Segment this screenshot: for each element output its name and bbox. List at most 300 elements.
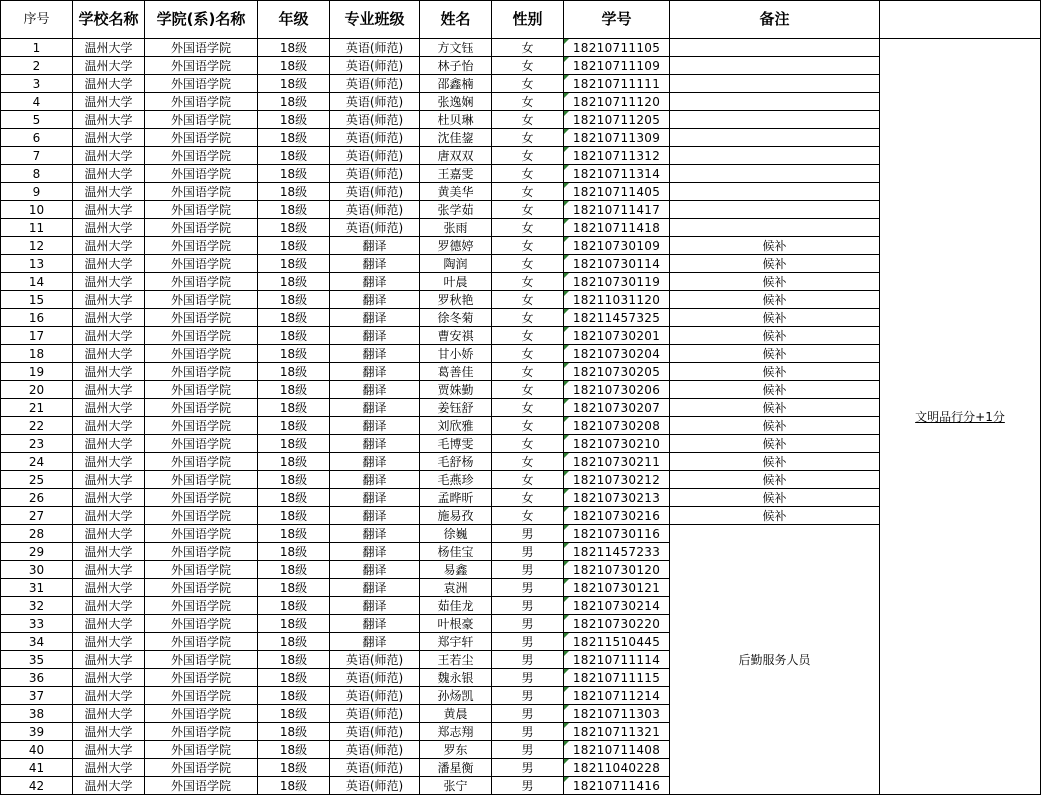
text-number-flag-icon <box>564 615 569 620</box>
text-number-flag-icon <box>564 489 569 494</box>
cell-student-id <box>564 237 670 255</box>
cell-grade: 18级 <box>258 201 330 219</box>
cell-remark-staff: 后勤服务人员 <box>670 525 880 795</box>
cell-index: 29 <box>1 543 73 561</box>
cell-gender: 女 <box>492 489 564 507</box>
cell-remark: 候补 <box>670 237 880 255</box>
cell-college: 外国语学院 <box>145 237 258 255</box>
cell-college: 外国语学院 <box>145 381 258 399</box>
student-id-text: 18210711321 <box>572 724 661 739</box>
cell-student-id <box>564 543 670 561</box>
cell-major: 翻译 <box>330 255 420 273</box>
cell-school: 温州大学 <box>73 489 145 507</box>
cell-index: 23 <box>1 435 73 453</box>
student-id-text: 18210730213 <box>572 490 661 505</box>
student-id-text: 18210730109 <box>572 238 661 253</box>
cell-gender: 男 <box>492 687 564 705</box>
cell-college: 外国语学院 <box>145 489 258 507</box>
cell-gender: 女 <box>492 147 564 165</box>
cell-student-id <box>564 219 670 237</box>
cell-grade: 18级 <box>258 39 330 57</box>
cell-name: 施易孜 <box>420 507 492 525</box>
cell-school: 温州大学 <box>73 453 145 471</box>
cell-name: 曹安祺 <box>420 327 492 345</box>
cell-college: 外国语学院 <box>145 633 258 651</box>
cell-school: 温州大学 <box>73 723 145 741</box>
cell-remark: 候补 <box>670 417 880 435</box>
cell-remark: 候补 <box>670 291 880 309</box>
cell-major: 英语(师范) <box>330 129 420 147</box>
cell-index: 32 <box>1 597 73 615</box>
cell-gender: 女 <box>492 75 564 93</box>
cell-student-id <box>564 111 670 129</box>
cell-student-id <box>564 759 670 777</box>
cell-index: 34 <box>1 633 73 651</box>
student-id-text: 18210730207 <box>572 400 661 415</box>
cell-major: 英语(师范) <box>330 777 420 795</box>
cell-name: 邵鑫楠 <box>420 75 492 93</box>
cell-name: 叶根豪 <box>420 615 492 633</box>
cell-student-id <box>564 471 670 489</box>
cell-major: 英语(师范) <box>330 219 420 237</box>
cell-grade: 18级 <box>258 453 330 471</box>
cell-gender: 女 <box>492 111 564 129</box>
cell-college: 外国语学院 <box>145 345 258 363</box>
cell-name: 甘小娇 <box>420 345 492 363</box>
cell-student-id <box>564 147 670 165</box>
text-number-flag-icon <box>564 651 569 656</box>
student-id-text: 18210711111 <box>572 76 661 91</box>
cell-index: 38 <box>1 705 73 723</box>
cell-major: 翻译 <box>330 615 420 633</box>
cell-major: 翻译 <box>330 237 420 255</box>
cell-grade: 18级 <box>258 543 330 561</box>
cell-gender: 男 <box>492 705 564 723</box>
cell-name: 王嘉雯 <box>420 165 492 183</box>
student-id-text: 18210711312 <box>572 148 661 163</box>
cell-note: 文明品行分+1分 <box>880 39 1041 795</box>
cell-grade: 18级 <box>258 471 330 489</box>
text-number-flag-icon <box>564 201 569 206</box>
text-number-flag-icon <box>564 669 569 674</box>
cell-remark: 候补 <box>670 345 880 363</box>
cell-index: 20 <box>1 381 73 399</box>
cell-college: 外国语学院 <box>145 579 258 597</box>
header-gender: 性别 <box>492 1 564 39</box>
cell-college: 外国语学院 <box>145 471 258 489</box>
student-id-text: 18210730214 <box>572 598 661 613</box>
student-id-text: 18210730210 <box>572 436 661 451</box>
cell-grade: 18级 <box>258 507 330 525</box>
cell-gender: 女 <box>492 201 564 219</box>
student-id-text: 18210711416 <box>572 778 661 793</box>
cell-college: 外国语学院 <box>145 165 258 183</box>
cell-student-id <box>564 435 670 453</box>
cell-school: 温州大学 <box>73 525 145 543</box>
cell-major: 英语(师范) <box>330 669 420 687</box>
header-index: 序号 <box>1 1 73 39</box>
cell-remark <box>670 75 880 93</box>
cell-index: 6 <box>1 129 73 147</box>
cell-remark: 候补 <box>670 273 880 291</box>
cell-grade: 18级 <box>258 525 330 543</box>
text-number-flag-icon <box>564 57 569 62</box>
cell-index: 4 <box>1 93 73 111</box>
header-student-id: 学号 <box>564 1 670 39</box>
text-number-flag-icon <box>564 453 569 458</box>
student-id-text: 18210711309 <box>572 130 661 145</box>
cell-school: 温州大学 <box>73 633 145 651</box>
student-id-text: 18210711405 <box>572 184 661 199</box>
cell-index: 42 <box>1 777 73 795</box>
cell-school: 温州大学 <box>73 597 145 615</box>
cell-school: 温州大学 <box>73 579 145 597</box>
cell-major: 英语(师范) <box>330 201 420 219</box>
cell-gender: 男 <box>492 741 564 759</box>
header-grade: 年级 <box>258 1 330 39</box>
text-number-flag-icon <box>564 93 569 98</box>
cell-grade: 18级 <box>258 237 330 255</box>
cell-school: 温州大学 <box>73 669 145 687</box>
cell-gender: 男 <box>492 615 564 633</box>
cell-grade: 18级 <box>258 759 330 777</box>
cell-index: 9 <box>1 183 73 201</box>
text-number-flag-icon <box>564 363 569 368</box>
cell-grade: 18级 <box>258 579 330 597</box>
cell-college: 外国语学院 <box>145 111 258 129</box>
cell-name: 张逸娴 <box>420 93 492 111</box>
cell-college: 外国语学院 <box>145 435 258 453</box>
cell-college: 外国语学院 <box>145 201 258 219</box>
text-number-flag-icon <box>564 309 569 314</box>
cell-index: 22 <box>1 417 73 435</box>
cell-major: 翻译 <box>330 417 420 435</box>
cell-school: 温州大学 <box>73 147 145 165</box>
cell-gender: 男 <box>492 579 564 597</box>
cell-major: 英语(师范) <box>330 165 420 183</box>
text-number-flag-icon <box>564 129 569 134</box>
text-number-flag-icon <box>564 525 569 530</box>
cell-index: 12 <box>1 237 73 255</box>
text-number-flag-icon <box>564 183 569 188</box>
cell-name: 郑宇轩 <box>420 633 492 651</box>
cell-major: 翻译 <box>330 435 420 453</box>
cell-gender: 女 <box>492 399 564 417</box>
cell-student-id <box>564 129 670 147</box>
cell-index: 27 <box>1 507 73 525</box>
table-row <box>1 39 1041 57</box>
cell-index: 10 <box>1 201 73 219</box>
cell-grade: 18级 <box>258 57 330 75</box>
cell-school: 温州大学 <box>73 291 145 309</box>
student-id-text: 18211031120 <box>572 292 661 307</box>
cell-grade: 18级 <box>258 597 330 615</box>
cell-grade: 18级 <box>258 561 330 579</box>
cell-college: 外国语学院 <box>145 417 258 435</box>
cell-grade: 18级 <box>258 687 330 705</box>
cell-gender: 男 <box>492 597 564 615</box>
cell-gender: 女 <box>492 57 564 75</box>
cell-remark <box>670 57 880 75</box>
text-number-flag-icon <box>564 705 569 710</box>
cell-gender: 女 <box>492 417 564 435</box>
cell-major: 翻译 <box>330 525 420 543</box>
cell-remark <box>670 93 880 111</box>
cell-gender: 男 <box>492 543 564 561</box>
cell-name: 徐巍 <box>420 525 492 543</box>
cell-student-id <box>564 651 670 669</box>
cell-gender: 女 <box>492 345 564 363</box>
student-id-text: 18210730121 <box>572 580 661 595</box>
cell-gender: 女 <box>492 219 564 237</box>
cell-student-id <box>564 39 670 57</box>
cell-college: 外国语学院 <box>145 723 258 741</box>
student-id-text: 18210711205 <box>572 112 661 127</box>
cell-grade: 18级 <box>258 417 330 435</box>
cell-student-id <box>564 579 670 597</box>
cell-name: 罗秋艳 <box>420 291 492 309</box>
student-id-text: 18210711418 <box>572 220 661 235</box>
student-id-text: 18211457233 <box>572 544 661 559</box>
cell-college: 外国语学院 <box>145 759 258 777</box>
cell-grade: 18级 <box>258 651 330 669</box>
cell-major: 翻译 <box>330 399 420 417</box>
cell-grade: 18级 <box>258 273 330 291</box>
text-number-flag-icon <box>564 543 569 548</box>
cell-major: 翻译 <box>330 363 420 381</box>
cell-index: 39 <box>1 723 73 741</box>
student-id-text: 18210730119 <box>572 274 661 289</box>
cell-student-id <box>564 561 670 579</box>
cell-major: 翻译 <box>330 345 420 363</box>
cell-major: 翻译 <box>330 579 420 597</box>
cell-school: 温州大学 <box>73 543 145 561</box>
cell-gender: 女 <box>492 237 564 255</box>
cell-remark: 候补 <box>670 381 880 399</box>
student-id-text: 18211457325 <box>572 310 661 325</box>
cell-student-id <box>564 165 670 183</box>
text-number-flag-icon <box>564 327 569 332</box>
cell-grade: 18级 <box>258 129 330 147</box>
student-id-text: 18210711214 <box>572 688 661 703</box>
cell-student-id <box>564 309 670 327</box>
cell-student-id <box>564 399 670 417</box>
student-id-text: 18210730204 <box>572 346 661 361</box>
cell-school: 温州大学 <box>73 435 145 453</box>
cell-remark: 候补 <box>670 489 880 507</box>
cell-remark <box>670 111 880 129</box>
cell-index: 19 <box>1 363 73 381</box>
cell-index: 24 <box>1 453 73 471</box>
text-number-flag-icon <box>564 759 569 764</box>
cell-college: 外国语学院 <box>145 129 258 147</box>
cell-grade: 18级 <box>258 93 330 111</box>
cell-college: 外国语学院 <box>145 93 258 111</box>
cell-index: 31 <box>1 579 73 597</box>
cell-school: 温州大学 <box>73 165 145 183</box>
cell-name: 毛燕珍 <box>420 471 492 489</box>
cell-grade: 18级 <box>258 363 330 381</box>
student-id-text: 18210711314 <box>572 166 661 181</box>
cell-grade: 18级 <box>258 291 330 309</box>
cell-major: 翻译 <box>330 291 420 309</box>
cell-school: 温州大学 <box>73 705 145 723</box>
cell-school: 温州大学 <box>73 39 145 57</box>
cell-index: 26 <box>1 489 73 507</box>
student-id-text: 18210711120 <box>572 94 661 109</box>
cell-student-id <box>564 363 670 381</box>
cell-name: 徐冬菊 <box>420 309 492 327</box>
cell-gender: 女 <box>492 93 564 111</box>
cell-name: 葛善佳 <box>420 363 492 381</box>
text-number-flag-icon <box>564 291 569 296</box>
cell-remark: 候补 <box>670 363 880 381</box>
cell-index: 36 <box>1 669 73 687</box>
cell-index: 13 <box>1 255 73 273</box>
student-id-text: 18210730212 <box>572 472 661 487</box>
cell-remark <box>670 219 880 237</box>
cell-name: 郑志翔 <box>420 723 492 741</box>
text-number-flag-icon <box>564 273 569 278</box>
cell-gender: 女 <box>492 39 564 57</box>
text-number-flag-icon <box>564 579 569 584</box>
cell-name: 张宁 <box>420 777 492 795</box>
cell-gender: 女 <box>492 165 564 183</box>
cell-name: 毛博雯 <box>420 435 492 453</box>
cell-college: 外国语学院 <box>145 777 258 795</box>
cell-gender: 女 <box>492 291 564 309</box>
cell-gender: 男 <box>492 777 564 795</box>
cell-grade: 18级 <box>258 327 330 345</box>
cell-school: 温州大学 <box>73 471 145 489</box>
header-remark: 备注 <box>670 1 880 39</box>
cell-grade: 18级 <box>258 255 330 273</box>
cell-name: 罗东 <box>420 741 492 759</box>
cell-student-id <box>564 669 670 687</box>
cell-school: 温州大学 <box>73 111 145 129</box>
cell-school: 温州大学 <box>73 183 145 201</box>
cell-index: 37 <box>1 687 73 705</box>
student-id-text: 18210730114 <box>572 256 661 271</box>
cell-index: 18 <box>1 345 73 363</box>
cell-remark <box>670 165 880 183</box>
cell-name: 张雨 <box>420 219 492 237</box>
cell-college: 外国语学院 <box>145 561 258 579</box>
cell-school: 温州大学 <box>73 687 145 705</box>
cell-remark <box>670 147 880 165</box>
cell-grade: 18级 <box>258 111 330 129</box>
cell-major: 英语(师范) <box>330 183 420 201</box>
text-number-flag-icon <box>564 597 569 602</box>
cell-name: 张学茹 <box>420 201 492 219</box>
cell-college: 外国语学院 <box>145 57 258 75</box>
table-body <box>1 39 1041 795</box>
cell-name: 贾姝勤 <box>420 381 492 399</box>
cell-name: 茹佳龙 <box>420 597 492 615</box>
cell-remark: 候补 <box>670 507 880 525</box>
cell-grade: 18级 <box>258 489 330 507</box>
cell-college: 外国语学院 <box>145 327 258 345</box>
cell-school: 温州大学 <box>73 309 145 327</box>
cell-school: 温州大学 <box>73 345 145 363</box>
cell-gender: 女 <box>492 381 564 399</box>
cell-name: 王若尘 <box>420 651 492 669</box>
cell-remark <box>670 183 880 201</box>
cell-college: 外国语学院 <box>145 453 258 471</box>
cell-school: 温州大学 <box>73 651 145 669</box>
cell-college: 外国语学院 <box>145 669 258 687</box>
cell-index: 14 <box>1 273 73 291</box>
cell-college: 外国语学院 <box>145 147 258 165</box>
cell-gender: 男 <box>492 759 564 777</box>
cell-grade: 18级 <box>258 345 330 363</box>
cell-student-id <box>564 57 670 75</box>
cell-remark: 候补 <box>670 327 880 345</box>
cell-grade: 18级 <box>258 399 330 417</box>
cell-grade: 18级 <box>258 777 330 795</box>
cell-student-id <box>564 75 670 93</box>
cell-school: 温州大学 <box>73 561 145 579</box>
cell-index: 16 <box>1 309 73 327</box>
cell-name: 林子怡 <box>420 57 492 75</box>
cell-school: 温州大学 <box>73 57 145 75</box>
cell-grade: 18级 <box>258 741 330 759</box>
cell-school: 温州大学 <box>73 759 145 777</box>
cell-gender: 女 <box>492 183 564 201</box>
student-id-text: 18210730201 <box>572 328 661 343</box>
student-id-text: 18210730216 <box>572 508 661 523</box>
cell-gender: 男 <box>492 633 564 651</box>
cell-index: 21 <box>1 399 73 417</box>
cell-major: 英语(师范) <box>330 759 420 777</box>
cell-college: 外国语学院 <box>145 687 258 705</box>
cell-name: 陶润 <box>420 255 492 273</box>
text-number-flag-icon <box>564 633 569 638</box>
cell-index: 8 <box>1 165 73 183</box>
text-number-flag-icon <box>564 777 569 782</box>
cell-gender: 女 <box>492 453 564 471</box>
cell-name: 黄美华 <box>420 183 492 201</box>
cell-index: 3 <box>1 75 73 93</box>
cell-college: 外国语学院 <box>145 39 258 57</box>
student-id-text: 18210730205 <box>572 364 661 379</box>
cell-name: 方文钰 <box>420 39 492 57</box>
text-number-flag-icon <box>564 417 569 422</box>
cell-index: 7 <box>1 147 73 165</box>
cell-major: 翻译 <box>330 381 420 399</box>
cell-major: 翻译 <box>330 327 420 345</box>
cell-college: 外国语学院 <box>145 543 258 561</box>
cell-major: 英语(师范) <box>330 741 420 759</box>
cell-major: 英语(师范) <box>330 75 420 93</box>
student-id-text: 18210711408 <box>572 742 661 757</box>
cell-gender: 男 <box>492 723 564 741</box>
cell-name: 潘星衡 <box>420 759 492 777</box>
cell-grade: 18级 <box>258 633 330 651</box>
student-id-text: 18211510445 <box>572 634 661 649</box>
cell-college: 外国语学院 <box>145 651 258 669</box>
cell-college: 外国语学院 <box>145 291 258 309</box>
cell-student-id <box>564 705 670 723</box>
cell-remark <box>670 39 880 57</box>
cell-index: 5 <box>1 111 73 129</box>
cell-school: 温州大学 <box>73 417 145 435</box>
cell-remark <box>670 201 880 219</box>
cell-remark: 候补 <box>670 435 880 453</box>
cell-college: 外国语学院 <box>145 525 258 543</box>
header-major: 专业班级 <box>330 1 420 39</box>
text-number-flag-icon <box>564 471 569 476</box>
